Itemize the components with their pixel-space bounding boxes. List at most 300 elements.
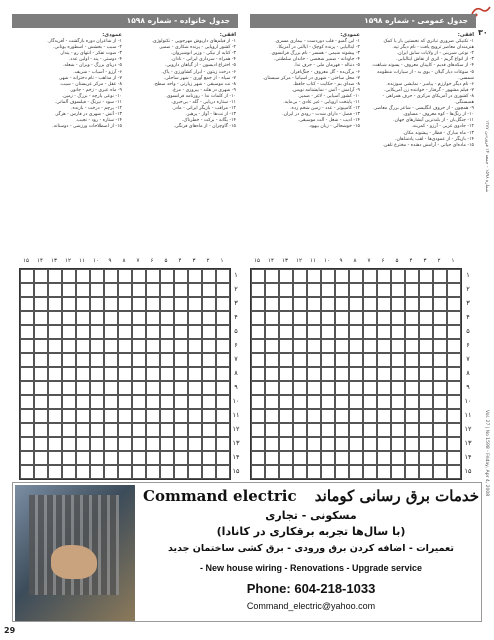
grid-cell[interactable] (293, 353, 307, 367)
grid-cell[interactable] (265, 339, 279, 353)
grid-cell[interactable] (349, 269, 363, 283)
grid-cell[interactable] (146, 353, 160, 367)
grid-cell[interactable] (90, 381, 104, 395)
grid-cell[interactable] (433, 437, 447, 451)
grid-cell[interactable] (20, 423, 34, 437)
grid-cell[interactable] (265, 423, 279, 437)
grid-cell[interactable] (62, 395, 76, 409)
grid-cell[interactable] (216, 283, 230, 297)
grid-cell[interactable] (405, 437, 419, 451)
grid-cell[interactable] (146, 381, 160, 395)
grid-cell[interactable] (146, 367, 160, 381)
grid-cell[interactable] (174, 325, 188, 339)
grid-cell[interactable] (76, 395, 90, 409)
grid-cell[interactable] (174, 423, 188, 437)
grid-cell[interactable] (132, 437, 146, 451)
grid-cell[interactable] (160, 451, 174, 465)
grid-cell[interactable] (279, 395, 293, 409)
grid-cell[interactable] (433, 297, 447, 311)
grid-cell[interactable] (216, 423, 230, 437)
grid-cell[interactable] (118, 367, 132, 381)
grid-cell[interactable] (160, 437, 174, 451)
grid-cell[interactable] (433, 339, 447, 353)
grid-cell[interactable] (174, 269, 188, 283)
grid-cell[interactable] (132, 339, 146, 353)
grid-cell[interactable] (419, 297, 433, 311)
grid-cell[interactable] (377, 409, 391, 423)
grid-cell[interactable] (265, 297, 279, 311)
grid-cell[interactable] (265, 437, 279, 451)
grid-cell[interactable] (202, 353, 216, 367)
grid-cell[interactable] (118, 283, 132, 297)
grid-cell[interactable] (293, 437, 307, 451)
grid-cell[interactable] (419, 381, 433, 395)
grid-cell[interactable] (335, 367, 349, 381)
grid-cell[interactable] (34, 283, 48, 297)
grid-cell[interactable] (20, 437, 34, 451)
grid-cell[interactable] (321, 423, 335, 437)
grid-cell[interactable] (391, 269, 405, 283)
grid-cell[interactable] (202, 367, 216, 381)
grid-cell[interactable] (146, 437, 160, 451)
grid-cell[interactable] (391, 367, 405, 381)
grid-cell[interactable] (76, 339, 90, 353)
grid-cell[interactable] (48, 367, 62, 381)
grid-cell[interactable] (76, 437, 90, 451)
grid-cell[interactable] (188, 465, 202, 479)
grid-cell[interactable] (90, 423, 104, 437)
grid-cell[interactable] (216, 325, 230, 339)
grid-cell[interactable] (405, 451, 419, 465)
grid-cell[interactable] (293, 409, 307, 423)
grid-cell[interactable] (279, 451, 293, 465)
grid-cell[interactable] (405, 353, 419, 367)
grid-cell[interactable] (104, 437, 118, 451)
grid-cell[interactable] (48, 325, 62, 339)
grid-cell[interactable] (321, 339, 335, 353)
grid-cell[interactable] (146, 283, 160, 297)
grid-cell[interactable] (265, 367, 279, 381)
grid-cell[interactable] (349, 437, 363, 451)
grid-cell[interactable] (48, 395, 62, 409)
grid-cell[interactable] (447, 353, 461, 367)
grid-cell[interactable] (34, 339, 48, 353)
grid-cell[interactable] (90, 451, 104, 465)
grid-cell[interactable] (377, 325, 391, 339)
grid-cell[interactable] (251, 325, 265, 339)
grid-cell[interactable] (118, 465, 132, 479)
grid-cell[interactable] (335, 437, 349, 451)
grid-cell[interactable] (433, 381, 447, 395)
grid-cell[interactable] (293, 339, 307, 353)
grid-cell[interactable] (20, 325, 34, 339)
grid-cell[interactable] (447, 339, 461, 353)
grid-cell[interactable] (307, 437, 321, 451)
grid-cell[interactable] (216, 395, 230, 409)
grid-cell[interactable] (118, 311, 132, 325)
grid-cell[interactable] (118, 353, 132, 367)
grid-cell[interactable] (160, 395, 174, 409)
grid-cell[interactable] (447, 451, 461, 465)
grid-cell[interactable] (251, 409, 265, 423)
grid-cell[interactable] (174, 311, 188, 325)
grid-cell[interactable] (349, 283, 363, 297)
grid-cell[interactable] (349, 381, 363, 395)
grid-cell[interactable] (188, 381, 202, 395)
grid-cell[interactable] (307, 297, 321, 311)
grid-cell[interactable] (349, 311, 363, 325)
grid-cell[interactable] (48, 451, 62, 465)
grid-cell[interactable] (90, 311, 104, 325)
grid-cell[interactable] (76, 423, 90, 437)
grid-cell[interactable] (279, 409, 293, 423)
grid-cell[interactable] (62, 297, 76, 311)
grid-cell[interactable] (349, 395, 363, 409)
grid-cell[interactable] (391, 283, 405, 297)
grid-cell[interactable] (419, 409, 433, 423)
grid-cell[interactable] (391, 409, 405, 423)
grid-cell[interactable] (160, 381, 174, 395)
grid-cell[interactable] (419, 283, 433, 297)
grid-cell[interactable] (391, 339, 405, 353)
grid-cell[interactable] (363, 283, 377, 297)
grid-cell[interactable] (265, 465, 279, 479)
grid-cell[interactable] (104, 269, 118, 283)
grid-cell[interactable] (321, 381, 335, 395)
grid-cell[interactable] (349, 451, 363, 465)
grid-cell[interactable] (188, 423, 202, 437)
grid-cell[interactable] (419, 423, 433, 437)
grid-cell[interactable] (90, 409, 104, 423)
grid-cell[interactable] (265, 269, 279, 283)
grid-cell[interactable] (104, 339, 118, 353)
grid-cell[interactable] (405, 325, 419, 339)
grid-cell[interactable] (377, 367, 391, 381)
grid-cell[interactable] (335, 353, 349, 367)
grid-cell[interactable] (62, 465, 76, 479)
grid-cell[interactable] (279, 325, 293, 339)
grid-cell[interactable] (76, 311, 90, 325)
grid-cell[interactable] (118, 325, 132, 339)
grid-cell[interactable] (34, 451, 48, 465)
grid-cell[interactable] (188, 269, 202, 283)
grid-cell[interactable] (363, 423, 377, 437)
grid-cell[interactable] (48, 339, 62, 353)
grid-cell[interactable] (20, 269, 34, 283)
grid-cell[interactable] (433, 325, 447, 339)
grid-cell[interactable] (307, 339, 321, 353)
grid-cell[interactable] (146, 269, 160, 283)
grid-cell[interactable] (251, 269, 265, 283)
grid-cell[interactable] (447, 423, 461, 437)
grid-cell[interactable] (293, 465, 307, 479)
grid-cell[interactable] (146, 297, 160, 311)
grid-cell[interactable] (363, 395, 377, 409)
grid-cell[interactable] (335, 283, 349, 297)
grid-cell[interactable] (433, 367, 447, 381)
grid-cell[interactable] (132, 465, 146, 479)
grid-cell[interactable] (34, 423, 48, 437)
grid-cell[interactable] (251, 297, 265, 311)
grid-cell[interactable] (76, 465, 90, 479)
grid-cell[interactable] (104, 465, 118, 479)
grid-cell[interactable] (118, 269, 132, 283)
grid-cell[interactable] (433, 311, 447, 325)
grid-cell[interactable] (104, 297, 118, 311)
grid-cell[interactable] (76, 325, 90, 339)
grid-cell[interactable] (132, 325, 146, 339)
family-crossword-grid[interactable] (19, 268, 231, 480)
grid-cell[interactable] (118, 339, 132, 353)
grid-cell[interactable] (307, 451, 321, 465)
grid-cell[interactable] (118, 297, 132, 311)
grid-cell[interactable] (104, 381, 118, 395)
grid-cell[interactable] (433, 269, 447, 283)
grid-cell[interactable] (132, 381, 146, 395)
grid-cell[interactable] (363, 339, 377, 353)
grid-cell[interactable] (90, 367, 104, 381)
grid-cell[interactable] (321, 269, 335, 283)
grid-cell[interactable] (76, 283, 90, 297)
grid-cell[interactable] (447, 381, 461, 395)
grid-cell[interactable] (377, 283, 391, 297)
grid-cell[interactable] (251, 339, 265, 353)
grid-cell[interactable] (160, 353, 174, 367)
grid-cell[interactable] (62, 409, 76, 423)
grid-cell[interactable] (405, 381, 419, 395)
grid-cell[interactable] (265, 395, 279, 409)
grid-cell[interactable] (146, 395, 160, 409)
grid-cell[interactable] (419, 465, 433, 479)
grid-cell[interactable] (419, 451, 433, 465)
grid-cell[interactable] (335, 297, 349, 311)
grid-cell[interactable] (363, 381, 377, 395)
grid-cell[interactable] (377, 311, 391, 325)
grid-cell[interactable] (279, 339, 293, 353)
grid-cell[interactable] (391, 437, 405, 451)
grid-cell[interactable] (447, 311, 461, 325)
grid-cell[interactable] (34, 409, 48, 423)
grid-cell[interactable] (279, 367, 293, 381)
grid-cell[interactable] (363, 409, 377, 423)
grid-cell[interactable] (34, 311, 48, 325)
grid-cell[interactable] (363, 325, 377, 339)
grid-cell[interactable] (188, 325, 202, 339)
grid-cell[interactable] (62, 423, 76, 437)
grid-cell[interactable] (118, 423, 132, 437)
grid-cell[interactable] (34, 465, 48, 479)
grid-cell[interactable] (251, 465, 265, 479)
grid-cell[interactable] (447, 269, 461, 283)
grid-cell[interactable] (391, 353, 405, 367)
grid-cell[interactable] (118, 395, 132, 409)
grid-cell[interactable] (363, 451, 377, 465)
grid-cell[interactable] (419, 311, 433, 325)
grid-cell[interactable] (321, 353, 335, 367)
grid-cell[interactable] (349, 297, 363, 311)
grid-cell[interactable] (293, 381, 307, 395)
grid-cell[interactable] (160, 269, 174, 283)
grid-cell[interactable] (349, 325, 363, 339)
grid-cell[interactable] (76, 381, 90, 395)
grid-cell[interactable] (265, 381, 279, 395)
grid-cell[interactable] (391, 395, 405, 409)
grid-cell[interactable] (132, 269, 146, 283)
grid-cell[interactable] (90, 325, 104, 339)
grid-cell[interactable] (90, 437, 104, 451)
grid-cell[interactable] (335, 451, 349, 465)
grid-cell[interactable] (293, 297, 307, 311)
grid-cell[interactable] (279, 269, 293, 283)
grid-cell[interactable] (293, 423, 307, 437)
grid-cell[interactable] (391, 325, 405, 339)
grid-cell[interactable] (293, 451, 307, 465)
grid-cell[interactable] (202, 409, 216, 423)
grid-cell[interactable] (48, 353, 62, 367)
grid-cell[interactable] (307, 409, 321, 423)
grid-cell[interactable] (160, 367, 174, 381)
grid-cell[interactable] (48, 437, 62, 451)
grid-cell[interactable] (48, 465, 62, 479)
grid-cell[interactable] (377, 437, 391, 451)
grid-cell[interactable] (251, 353, 265, 367)
grid-cell[interactable] (202, 437, 216, 451)
grid-cell[interactable] (188, 339, 202, 353)
grid-cell[interactable] (174, 353, 188, 367)
grid-cell[interactable] (104, 353, 118, 367)
grid-cell[interactable] (335, 409, 349, 423)
grid-cell[interactable] (363, 269, 377, 283)
grid-cell[interactable] (377, 451, 391, 465)
grid-cell[interactable] (447, 297, 461, 311)
grid-cell[interactable] (118, 381, 132, 395)
grid-cell[interactable] (307, 283, 321, 297)
grid-cell[interactable] (349, 353, 363, 367)
grid-cell[interactable] (160, 409, 174, 423)
grid-cell[interactable] (293, 395, 307, 409)
grid-cell[interactable] (202, 269, 216, 283)
grid-cell[interactable] (216, 311, 230, 325)
grid-cell[interactable] (279, 423, 293, 437)
grid-cell[interactable] (251, 437, 265, 451)
grid-cell[interactable] (48, 409, 62, 423)
grid-cell[interactable] (265, 353, 279, 367)
grid-cell[interactable] (174, 451, 188, 465)
grid-cell[interactable] (335, 423, 349, 437)
grid-cell[interactable] (174, 367, 188, 381)
grid-cell[interactable] (20, 283, 34, 297)
grid-cell[interactable] (251, 423, 265, 437)
grid-cell[interactable] (146, 325, 160, 339)
grid-cell[interactable] (377, 269, 391, 283)
grid-cell[interactable] (20, 409, 34, 423)
grid-cell[interactable] (377, 395, 391, 409)
grid-cell[interactable] (251, 311, 265, 325)
grid-cell[interactable] (188, 283, 202, 297)
grid-cell[interactable] (76, 367, 90, 381)
grid-cell[interactable] (391, 451, 405, 465)
grid-cell[interactable] (377, 423, 391, 437)
grid-cell[interactable] (293, 367, 307, 381)
grid-cell[interactable] (76, 353, 90, 367)
grid-cell[interactable] (160, 325, 174, 339)
grid-cell[interactable] (34, 353, 48, 367)
grid-cell[interactable] (349, 423, 363, 437)
grid-cell[interactable] (34, 325, 48, 339)
general-crossword-grid[interactable] (250, 268, 462, 480)
grid-cell[interactable] (76, 451, 90, 465)
grid-cell[interactable] (251, 381, 265, 395)
grid-cell[interactable] (335, 381, 349, 395)
grid-cell[interactable] (405, 367, 419, 381)
grid-cell[interactable] (202, 381, 216, 395)
grid-cell[interactable] (216, 339, 230, 353)
grid-cell[interactable] (146, 409, 160, 423)
grid-cell[interactable] (90, 283, 104, 297)
grid-cell[interactable] (62, 437, 76, 451)
grid-cell[interactable] (279, 311, 293, 325)
grid-cell[interactable] (90, 465, 104, 479)
grid-cell[interactable] (265, 451, 279, 465)
grid-cell[interactable] (405, 311, 419, 325)
grid-cell[interactable] (405, 269, 419, 283)
grid-cell[interactable] (335, 311, 349, 325)
grid-cell[interactable] (104, 283, 118, 297)
grid-cell[interactable] (202, 325, 216, 339)
grid-cell[interactable] (405, 409, 419, 423)
grid-cell[interactable] (118, 437, 132, 451)
grid-cell[interactable] (188, 297, 202, 311)
grid-cell[interactable] (321, 297, 335, 311)
grid-cell[interactable] (216, 409, 230, 423)
grid-cell[interactable] (251, 395, 265, 409)
grid-cell[interactable] (391, 465, 405, 479)
grid-cell[interactable] (321, 367, 335, 381)
grid-cell[interactable] (202, 465, 216, 479)
grid-cell[interactable] (307, 325, 321, 339)
grid-cell[interactable] (160, 311, 174, 325)
grid-cell[interactable] (216, 353, 230, 367)
grid-cell[interactable] (146, 311, 160, 325)
grid-cell[interactable] (20, 381, 34, 395)
grid-cell[interactable] (174, 339, 188, 353)
grid-cell[interactable] (174, 409, 188, 423)
grid-cell[interactable] (20, 451, 34, 465)
grid-cell[interactable] (20, 367, 34, 381)
grid-cell[interactable] (146, 423, 160, 437)
grid-cell[interactable] (132, 409, 146, 423)
grid-cell[interactable] (335, 325, 349, 339)
grid-cell[interactable] (321, 311, 335, 325)
grid-cell[interactable] (160, 297, 174, 311)
grid-cell[interactable] (174, 465, 188, 479)
grid-cell[interactable] (447, 283, 461, 297)
grid-cell[interactable] (216, 367, 230, 381)
grid-cell[interactable] (132, 297, 146, 311)
grid-cell[interactable] (349, 339, 363, 353)
grid-cell[interactable] (447, 465, 461, 479)
grid-cell[interactable] (202, 311, 216, 325)
grid-cell[interactable] (104, 423, 118, 437)
grid-cell[interactable] (62, 311, 76, 325)
grid-cell[interactable] (335, 395, 349, 409)
grid-cell[interactable] (377, 465, 391, 479)
grid-cell[interactable] (377, 339, 391, 353)
grid-cell[interactable] (202, 451, 216, 465)
grid-cell[interactable] (321, 437, 335, 451)
grid-cell[interactable] (202, 283, 216, 297)
grid-cell[interactable] (160, 283, 174, 297)
